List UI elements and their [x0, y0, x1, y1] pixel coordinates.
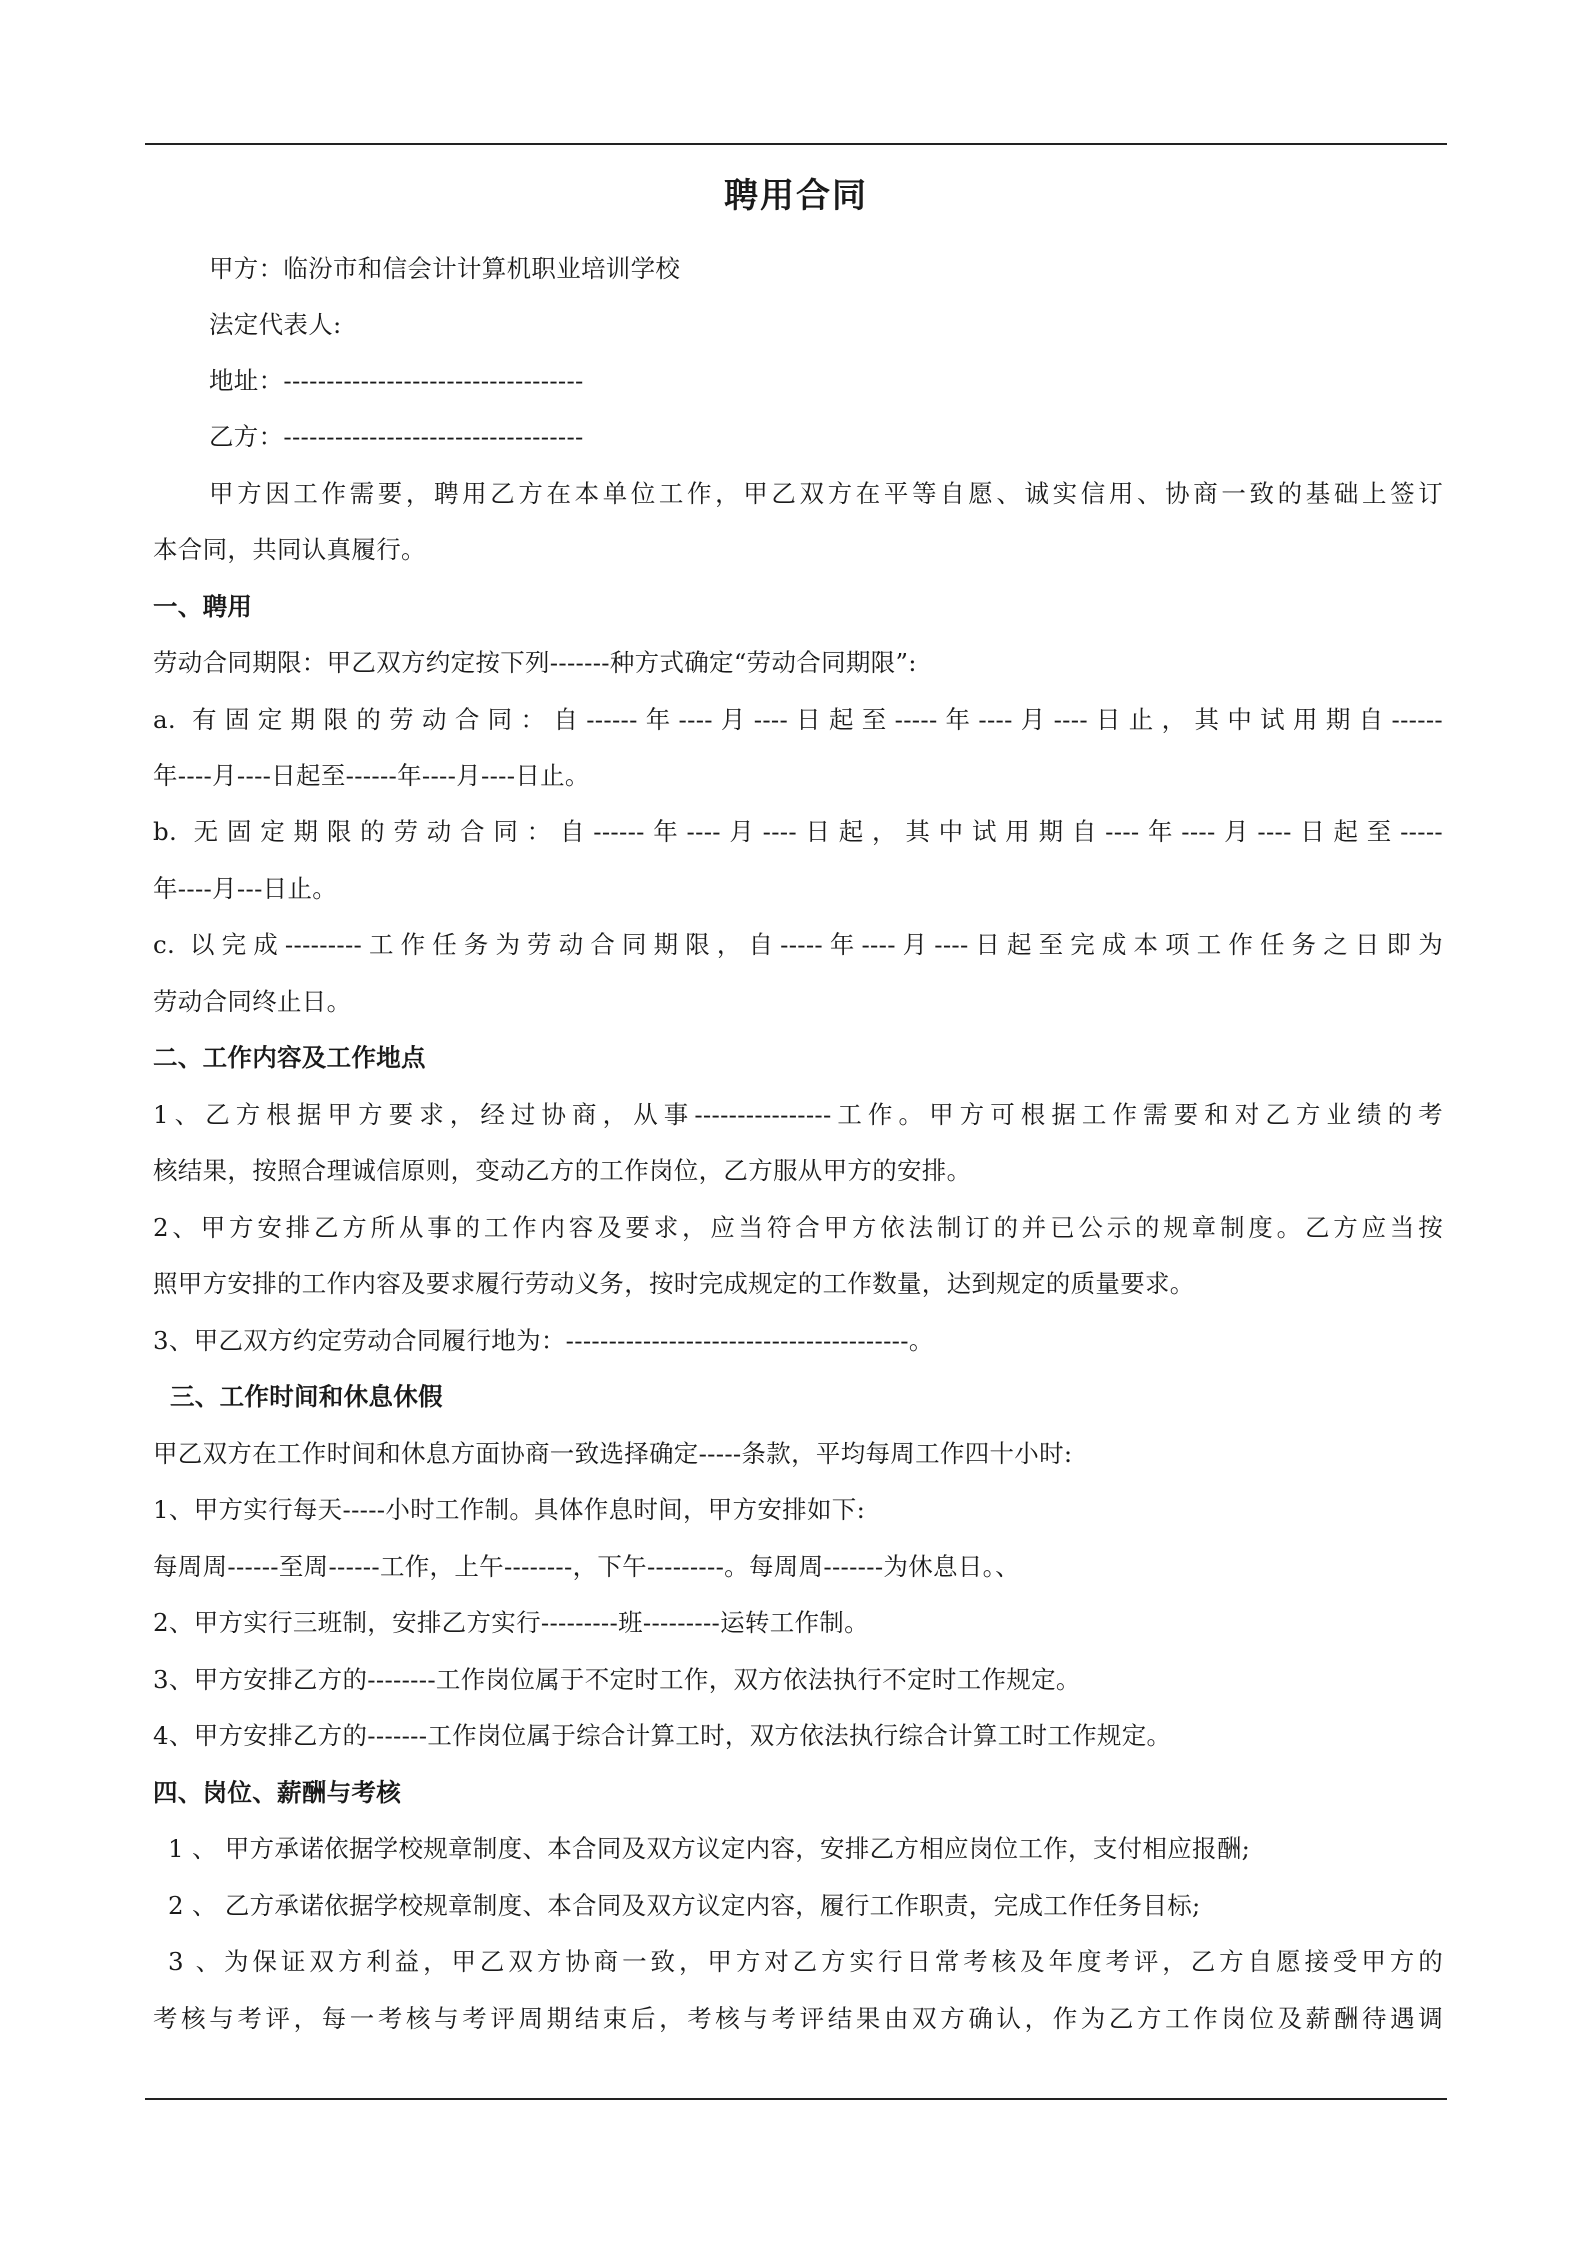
clause-2-3-line: 3、甲乙双方约定劳动合同履行地为：----------------------------------------。	[153, 1326, 934, 1355]
party-a-line: 甲方：临汾市和信会计计算机职业培训学校	[209, 254, 681, 283]
clause-4-2-line: 2 、 乙方承诺依据学校规章制度、本合同及双方议定内容，履行工作职责，完成工作任务目标;	[168, 1891, 1201, 1920]
term-a-line-1: a. 有固定期限的劳动合同：自------年----月----日起至-----年----月----日止，其中试用期自------	[153, 705, 1443, 734]
clause-4-3-line-2: 考核与考评，每一考核与考评周期结束后，考核与考评结果由双方确认，作为乙方工作岗位及薪酬待遇调	[153, 2004, 1443, 2033]
clause-2-1-line-1: 1、乙方根据甲方要求，经过协商，从事----------------工作。甲方可根据工作需要和对乙方业绩的考	[153, 1100, 1443, 1129]
clause-4-3-line-1: 3 、为保证双方利益，甲乙双方协商一致，甲方对乙方实行日常考核及年度考评，乙方自愿接受甲方的	[168, 1947, 1443, 1976]
document-title: 聘用合同	[724, 176, 868, 216]
contract-term-line: 劳动合同期限：甲乙双方约定按下列-------种方式确定“劳动合同期限”:	[153, 648, 917, 677]
section-2-heading: 二、工作内容及工作地点	[153, 1043, 426, 1072]
clause-4-1-line: 1 、 甲方承诺依据学校规章制度、本合同及双方议定内容，安排乙方相应岗位工作，支付相应报酬;	[168, 1834, 1251, 1863]
clause-2-2-line-2: 照甲方安排的工作内容及要求履行劳动义务，按时完成规定的工作数量，达到规定的质量要求。	[153, 1269, 1195, 1298]
clause-3-2-line: 2、甲方实行三班制，安排乙方实行---------班---------运转工作制。	[153, 1608, 869, 1637]
clause-3-1-line: 1、甲方实行每天-----小时工作制。具体作息时间，甲方安排如下:	[153, 1495, 866, 1524]
clause-2-2-line-1: 2、甲方安排乙方所从事的工作内容及要求，应当符合甲方依法制订的并已公示的规章制度。乙方应当按	[153, 1213, 1443, 1242]
section-3-heading: 三、工作时间和休息休假	[170, 1382, 443, 1411]
term-c-line-1: c. 以完成---------工作任务为劳动合同期限，自-----年----月----日起至完成本项工作任务之日即为	[153, 930, 1443, 959]
term-c-line-2: 劳动合同终止日。	[153, 987, 352, 1016]
weekly-schedule-line: 每周周------至周------工作，上午--------，下午---------。每周周-------为休息日。、	[153, 1552, 1020, 1581]
term-b-line-1: b. 无固定期限的劳动合同：自------年----月----日起，其中试用期自----年----月----日起至-----	[153, 817, 1443, 846]
header-rule	[145, 143, 1447, 145]
section-1-heading: 一、聘用	[153, 592, 253, 621]
clause-3-3-line: 3、甲方安排乙方的--------工作岗位属于不定时工作，双方依法执行不定时工作规定。	[153, 1665, 1081, 1694]
work-time-intro-line: 甲乙双方在工作时间和休息方面协商一致选择确定-----条款，平均每周工作四十小时:	[153, 1439, 1073, 1468]
clause-3-4-line: 4、甲方安排乙方的-------工作岗位属于综合计算工时，双方依法执行综合计算工时工作规定。	[153, 1721, 1172, 1750]
term-b-line-2: 年----月---日止。	[153, 874, 338, 903]
preamble-line-1: 甲方因工作需要，聘用乙方在本单位工作，甲乙双方在平等自愿、诚实信用、协商一致的基础上签订	[209, 479, 1443, 508]
party-b-line: 乙方：-----------------------------------	[209, 422, 584, 451]
legal-representative-line: 法定代表人:	[209, 310, 342, 339]
clause-2-1-line-2: 核结果，按照合理诚信原则，变动乙方的工作岗位，乙方服从甲方的安排。	[153, 1156, 972, 1185]
section-4-heading: 四、岗位、薪酬与考核	[153, 1778, 401, 1807]
address-line: 地址：-----------------------------------	[209, 366, 584, 395]
preamble-line-2: 本合同，共同认真履行。	[153, 535, 426, 564]
footer-rule	[145, 2098, 1447, 2100]
term-a-line-2: 年----月----日起至------年----月----日止。	[153, 761, 590, 790]
